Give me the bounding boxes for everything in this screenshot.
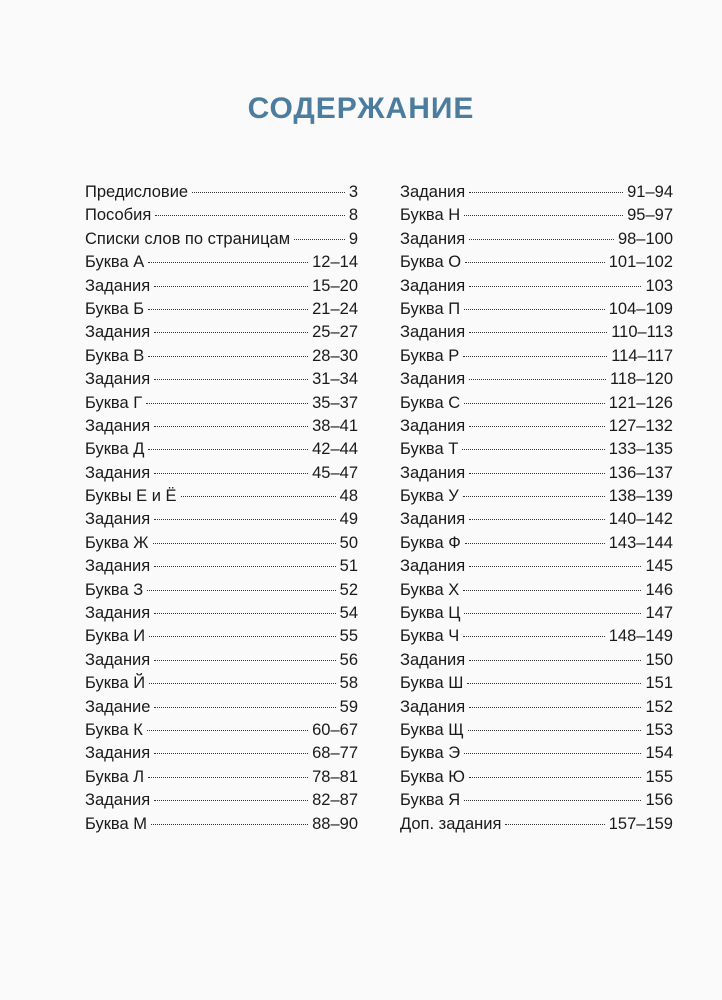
toc-entry	[400, 649, 673, 672]
toc-entry-pages: 49	[339, 510, 358, 529]
toc-entry	[400, 368, 673, 391]
toc-entry-pages: 101–102	[608, 253, 673, 272]
toc-left-column	[85, 181, 358, 836]
toc-entry-label: Задания	[85, 650, 151, 669]
toc-entry-label: Буква Э	[400, 744, 461, 763]
dot-leader	[469, 379, 606, 380]
toc-entry-label: Списки слов по страницам	[85, 229, 291, 248]
toc-entry-label: Задания	[85, 370, 151, 389]
dot-leader	[147, 590, 335, 591]
toc-entry-label: Буква Ж	[85, 533, 149, 552]
toc-entry	[400, 275, 673, 298]
toc-entry-pages: 8	[348, 206, 358, 225]
toc-entry	[85, 742, 358, 765]
toc-entry	[85, 672, 358, 695]
dot-leader	[151, 824, 308, 825]
toc-entry-label: Задания	[85, 744, 151, 763]
toc-entry	[85, 462, 358, 485]
toc-entry-pages: 143–144	[608, 533, 673, 552]
toc-entry	[85, 766, 358, 789]
toc-entry	[400, 719, 673, 742]
dot-leader	[463, 496, 605, 497]
dot-leader	[469, 473, 605, 474]
dot-leader	[464, 215, 623, 216]
toc-entry	[400, 392, 673, 415]
toc-entry-pages: 21–24	[312, 299, 358, 318]
dot-leader	[469, 192, 623, 193]
dot-leader	[154, 473, 308, 474]
toc-entry-label: Буква К	[85, 720, 143, 739]
toc-entry	[85, 345, 358, 368]
toc-entry-pages: 15–20	[312, 276, 358, 295]
toc-entry	[400, 532, 673, 555]
toc-entry-label: Задания	[400, 276, 466, 295]
dot-leader	[153, 543, 336, 544]
toc-entry-pages: 146	[645, 580, 673, 599]
toc-entry-pages: 114–117	[611, 346, 673, 365]
dot-leader	[464, 753, 641, 754]
dot-leader	[155, 215, 345, 216]
toc-entry	[400, 345, 673, 368]
toc-entry-pages: 60–67	[312, 720, 358, 739]
dot-leader	[154, 286, 308, 287]
toc-entry-label: Буква Б	[85, 299, 145, 318]
toc-entry-label: Буква Ю	[400, 767, 465, 786]
toc-entry	[85, 321, 358, 344]
dot-leader	[154, 426, 308, 427]
toc-entry-pages: 82–87	[312, 791, 358, 810]
toc-entry-pages: 145	[645, 557, 673, 576]
toc-entry-pages: 151	[645, 674, 673, 693]
toc-entry	[85, 813, 358, 836]
dot-leader	[469, 777, 642, 778]
toc-entry-label: Задания	[85, 791, 151, 810]
toc-entry-pages: 54	[339, 604, 358, 623]
toc-entry-label: Задания	[400, 416, 466, 435]
toc-entry	[400, 298, 673, 321]
toc-entry-label: Задания	[400, 463, 466, 482]
toc-entry-pages: 152	[645, 697, 673, 716]
toc-entry-label: Буква Т	[400, 440, 459, 459]
toc-entry	[400, 766, 673, 789]
toc-entry-label: Буква П	[400, 299, 461, 318]
toc-entry	[85, 438, 358, 461]
toc-entry	[400, 508, 673, 531]
toc-entry-pages: 58	[339, 674, 358, 693]
dot-leader	[464, 613, 641, 614]
dot-leader	[154, 379, 308, 380]
toc-entry	[400, 415, 673, 438]
toc-entry	[400, 485, 673, 508]
toc-entry-label: Буква М	[85, 814, 148, 833]
toc-entry-pages: 88–90	[312, 814, 358, 833]
toc-entry	[400, 579, 673, 602]
toc-entry-pages: 140–142	[608, 510, 673, 529]
toc-entry	[400, 228, 673, 251]
dot-leader	[147, 730, 308, 731]
toc-entry-pages: 154	[645, 744, 673, 763]
toc-entry-label: Буква А	[85, 253, 145, 272]
dot-leader	[505, 824, 604, 825]
toc-entry-label: Буква Ф	[400, 533, 461, 552]
toc-entry	[400, 625, 673, 648]
toc-entry-pages: 35–37	[312, 393, 358, 412]
toc-entry-pages: 103	[645, 276, 673, 295]
toc-entry-label: Задания	[85, 463, 151, 482]
dot-leader	[463, 590, 641, 591]
toc-entry	[85, 204, 358, 227]
toc-entry-pages: 42–44	[312, 440, 358, 459]
toc-entry-pages: 150	[645, 650, 673, 669]
dot-leader	[154, 800, 308, 801]
toc-entry-pages: 56	[339, 650, 358, 669]
toc-entry-label: Задания	[400, 183, 466, 201]
toc-entry-label: Буква Й	[85, 674, 146, 693]
toc-entry	[400, 789, 673, 812]
toc-entry-pages: 157–159	[608, 814, 673, 833]
toc-entry	[85, 251, 358, 274]
toc-entry	[85, 485, 358, 508]
toc-entry-pages: 156	[645, 791, 673, 810]
toc-entry-pages: 25–27	[312, 323, 358, 342]
toc-entry	[85, 508, 358, 531]
dot-leader	[148, 777, 308, 778]
page-title: СОДЕРЖАНИЕ	[247, 92, 475, 125]
toc-entry	[400, 602, 673, 625]
toc-entry-pages: 45–47	[312, 463, 358, 482]
dot-leader	[469, 519, 605, 520]
toc-entry-label: Пособия	[85, 206, 152, 225]
dot-leader	[463, 356, 607, 357]
toc-entry	[85, 696, 358, 719]
dot-leader	[181, 496, 336, 497]
toc-entry-label: Задания	[400, 510, 466, 529]
toc-entry	[85, 298, 358, 321]
dot-leader	[469, 332, 607, 333]
dot-leader	[465, 262, 605, 263]
toc-entry-label: Задания	[400, 323, 466, 342]
dot-leader	[463, 636, 604, 637]
toc-entry	[400, 181, 673, 204]
toc-entry-pages: 91–94	[627, 183, 673, 201]
toc-entry-label: Буква Л	[85, 767, 145, 786]
dot-leader	[154, 660, 335, 661]
toc-entry-label: Буква Р	[400, 346, 460, 365]
toc-entry-pages: 28–30	[312, 346, 358, 365]
dot-leader	[294, 239, 345, 240]
toc-entry	[85, 368, 358, 391]
dot-leader	[148, 309, 308, 310]
dot-leader	[467, 683, 641, 684]
toc-entry	[85, 625, 358, 648]
toc-entry-label: Задания	[85, 416, 151, 435]
toc-entry	[85, 555, 358, 578]
toc-entry	[85, 532, 358, 555]
dot-leader	[462, 449, 604, 450]
dot-leader	[192, 192, 345, 193]
toc-entry	[400, 438, 673, 461]
toc-entry-pages: 147	[645, 604, 673, 623]
toc-entry-pages: 78–81	[312, 767, 358, 786]
toc-entry-label: Буква Ч	[400, 627, 460, 646]
toc-entry-label: Буква И	[85, 627, 146, 646]
toc-entry-label: Буква Щ	[400, 720, 464, 739]
toc-entry	[400, 555, 673, 578]
toc-entry-pages: 133–135	[608, 440, 673, 459]
toc-entry-label: Задания	[400, 370, 466, 389]
dot-leader	[154, 753, 308, 754]
toc-entry	[85, 228, 358, 251]
toc-entry-label: Задания	[400, 557, 466, 576]
toc-entry	[400, 696, 673, 719]
toc-entry-label: Доп. задания	[400, 814, 502, 833]
toc-entry	[400, 742, 673, 765]
dot-leader	[154, 707, 335, 708]
toc-entry-label: Буква Г	[85, 393, 143, 412]
toc-entry	[400, 321, 673, 344]
toc-right-column	[400, 181, 673, 836]
toc-entry-pages: 68–77	[312, 744, 358, 763]
toc-entry-pages: 31–34	[312, 370, 358, 389]
dot-leader	[154, 613, 335, 614]
toc-entry-pages: 136–137	[608, 463, 673, 482]
toc-entry-pages: 138–139	[608, 487, 673, 506]
toc-entry	[400, 813, 673, 836]
dot-leader	[464, 309, 605, 310]
dot-leader	[464, 800, 641, 801]
toc-entry-label: Буквы Е и Ё	[85, 487, 177, 506]
dot-leader	[146, 403, 308, 404]
dot-leader	[465, 543, 605, 544]
dot-leader	[469, 660, 641, 661]
toc-entry-pages: 59	[339, 697, 358, 716]
toc-entry-label: Задания	[400, 650, 466, 669]
toc-entry-label: Буква В	[85, 346, 145, 365]
toc-entry	[85, 181, 358, 204]
toc-entry-label: Задания	[400, 229, 466, 248]
toc-entry-label: Задание	[85, 697, 151, 716]
dot-leader	[148, 356, 308, 357]
toc-entry	[85, 275, 358, 298]
toc-entry-pages: 148–149	[608, 627, 673, 646]
toc-entry-pages: 52	[339, 580, 358, 599]
toc-entry	[400, 204, 673, 227]
toc-entry-pages: 3	[348, 183, 358, 201]
toc-entry-pages: 48	[339, 487, 358, 506]
dot-leader	[149, 636, 336, 637]
toc-entry-label: Буква З	[85, 580, 144, 599]
dot-leader	[154, 566, 335, 567]
toc-entry-label: Задания	[400, 697, 466, 716]
toc-entry	[85, 789, 358, 812]
toc-entry-pages: 155	[645, 767, 673, 786]
dot-leader	[148, 262, 308, 263]
toc-entry	[85, 415, 358, 438]
toc-entry-label: Буква Ц	[400, 604, 461, 623]
toc-entry-pages: 153	[645, 720, 673, 739]
toc-entry	[85, 579, 358, 602]
toc-entry-label: Буква С	[400, 393, 461, 412]
dot-leader	[469, 566, 641, 567]
dot-leader	[468, 730, 642, 731]
toc-entry-label: Буква Д	[85, 440, 145, 459]
dot-leader	[154, 332, 308, 333]
toc-entry-label: Задания	[85, 510, 151, 529]
toc-entry-label: Буква У	[400, 487, 459, 506]
toc-entry-label: Буква Х	[400, 580, 460, 599]
toc-entry-label: Буква Ш	[400, 674, 464, 693]
toc-entry-label: Задания	[85, 557, 151, 576]
toc-entry-pages: 51	[339, 557, 358, 576]
toc-entry-pages: 9	[348, 229, 358, 248]
dot-leader	[469, 707, 641, 708]
toc-entry-label: Предисловие	[85, 183, 189, 201]
toc-entry	[85, 602, 358, 625]
toc-entry-pages: 98–100	[617, 229, 673, 248]
toc-entry	[400, 462, 673, 485]
dot-leader	[469, 426, 605, 427]
toc-entry-label: Буква Н	[400, 206, 461, 225]
toc-entry-pages: 104–109	[608, 299, 673, 318]
toc-entry	[85, 649, 358, 672]
toc-entry-pages: 55	[339, 627, 358, 646]
toc-entry-pages: 12–14	[312, 253, 358, 272]
toc-entry-label: Задания	[85, 604, 151, 623]
dot-leader	[469, 286, 641, 287]
toc-entry-pages: 127–132	[608, 416, 673, 435]
toc-entry-pages: 118–120	[609, 370, 673, 389]
toc-entry-label: Буква О	[400, 253, 462, 272]
dot-leader	[148, 449, 308, 450]
toc-entry-pages: 110–113	[611, 323, 673, 342]
toc-entry-label: Буква Я	[400, 791, 461, 810]
dot-leader	[149, 683, 336, 684]
toc-entry	[85, 719, 358, 742]
toc-entry-pages: 121–126	[608, 393, 673, 412]
toc-entry-label: Задания	[85, 276, 151, 295]
toc-entry	[400, 672, 673, 695]
dot-leader	[154, 519, 335, 520]
toc-entry	[400, 251, 673, 274]
toc-entry-pages: 50	[339, 533, 358, 552]
toc-entry-pages: 95–97	[627, 206, 673, 225]
dot-leader	[469, 239, 614, 240]
toc-entry-label: Задания	[85, 323, 151, 342]
dot-leader	[464, 403, 605, 404]
toc-entry	[85, 392, 358, 415]
toc-entry-pages: 38–41	[312, 416, 358, 435]
